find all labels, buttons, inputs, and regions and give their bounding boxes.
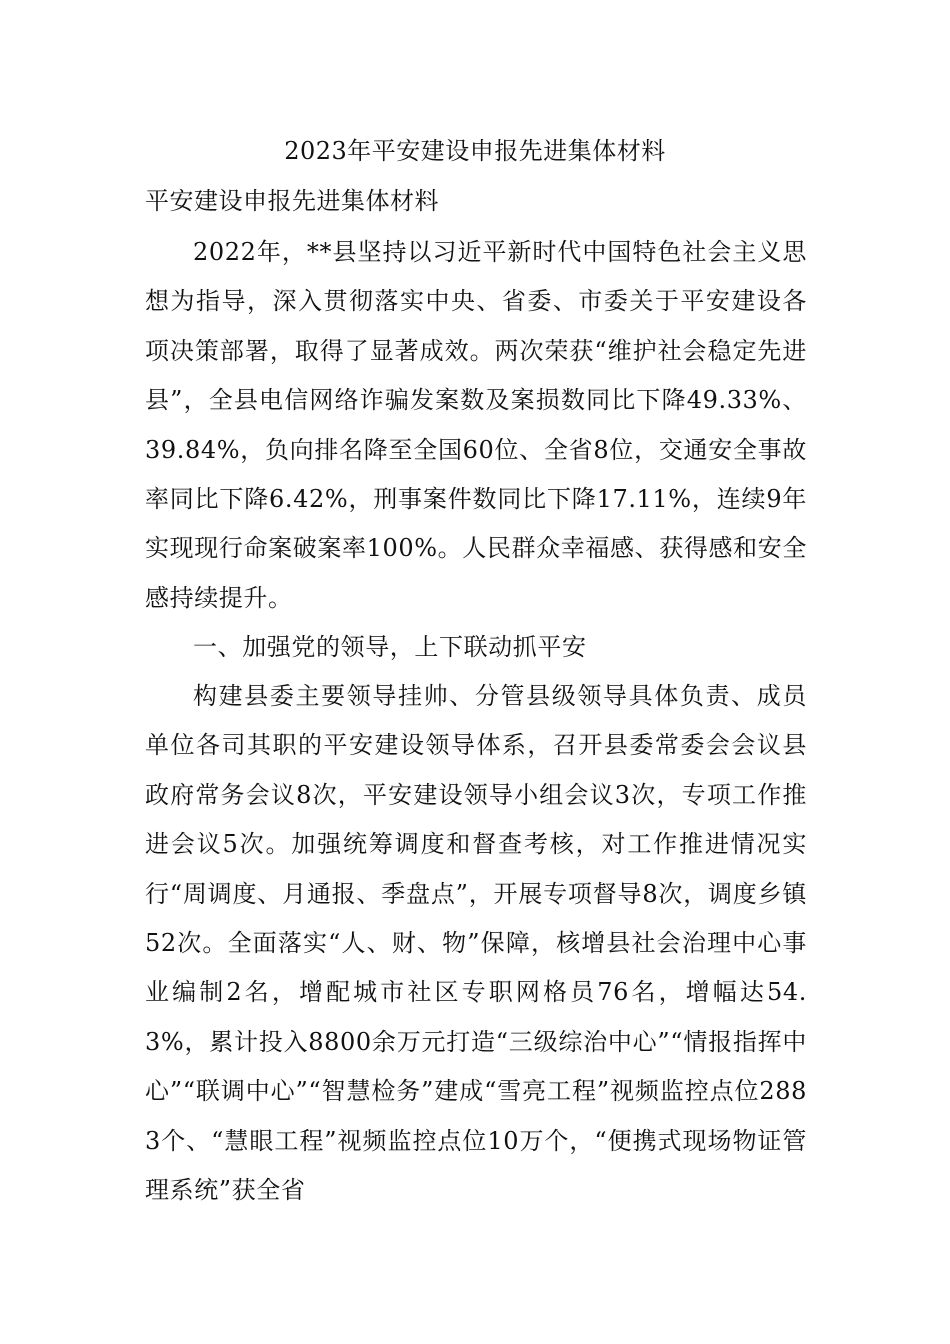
section-heading-1: 一、加强党的领导，上下联动抓平安 bbox=[193, 633, 587, 661]
document-title: 2023年平安建设申报先进集体材料 bbox=[284, 137, 666, 165]
paragraph-intro: 2022年，**县坚持以习近平新时代中国特色社会主义思想为指导，深入贯彻落实中央、省委、市委关于平安建设各项决策部署，取得了显著成效。两次荣获“维护社会稳定先进县”，全县电信网络诈骗发案数及案损数同比下降49.33%、39.84%，负向排名降至全国60位、全省8位，交通安全事故率同比下降6.42%，刑事案件数同比下降17.11%，连续9年实现现行命案破案率100%。人民群众幸福感、获得感和安全感持续提升。 bbox=[145, 238, 807, 612]
paragraph-section-1: 构建县委主要领导挂帅、分管县级领导具体负责、成员单位各司其职的平安建设领导体系，召开县委常委会会议县政府常务会议8次，平安建设领导小组会议3次，专项工作推进会议5次。加强统筹调度和督查考核，对工作推进情况实行“周调度、月通报、季盘点”，开展专项督导8次，调度乡镇52次。全面落实“人、财、物”保障，核增县社会治理中心事业编制2名，增配城市社区专职网格员76名，增幅达54.3%，累计投入8800余万元打造“三级综治中心”“情报指挥中心”“联调中心”“智慧检务”建成“雪亮工程”视频监控点位2883个、“慧眼工程”视频监控点位10万个，“便携式现场物证管理系统”获全省 bbox=[145, 682, 807, 1205]
document-subtitle: 平安建设申报先进集体材料 bbox=[145, 187, 439, 215]
